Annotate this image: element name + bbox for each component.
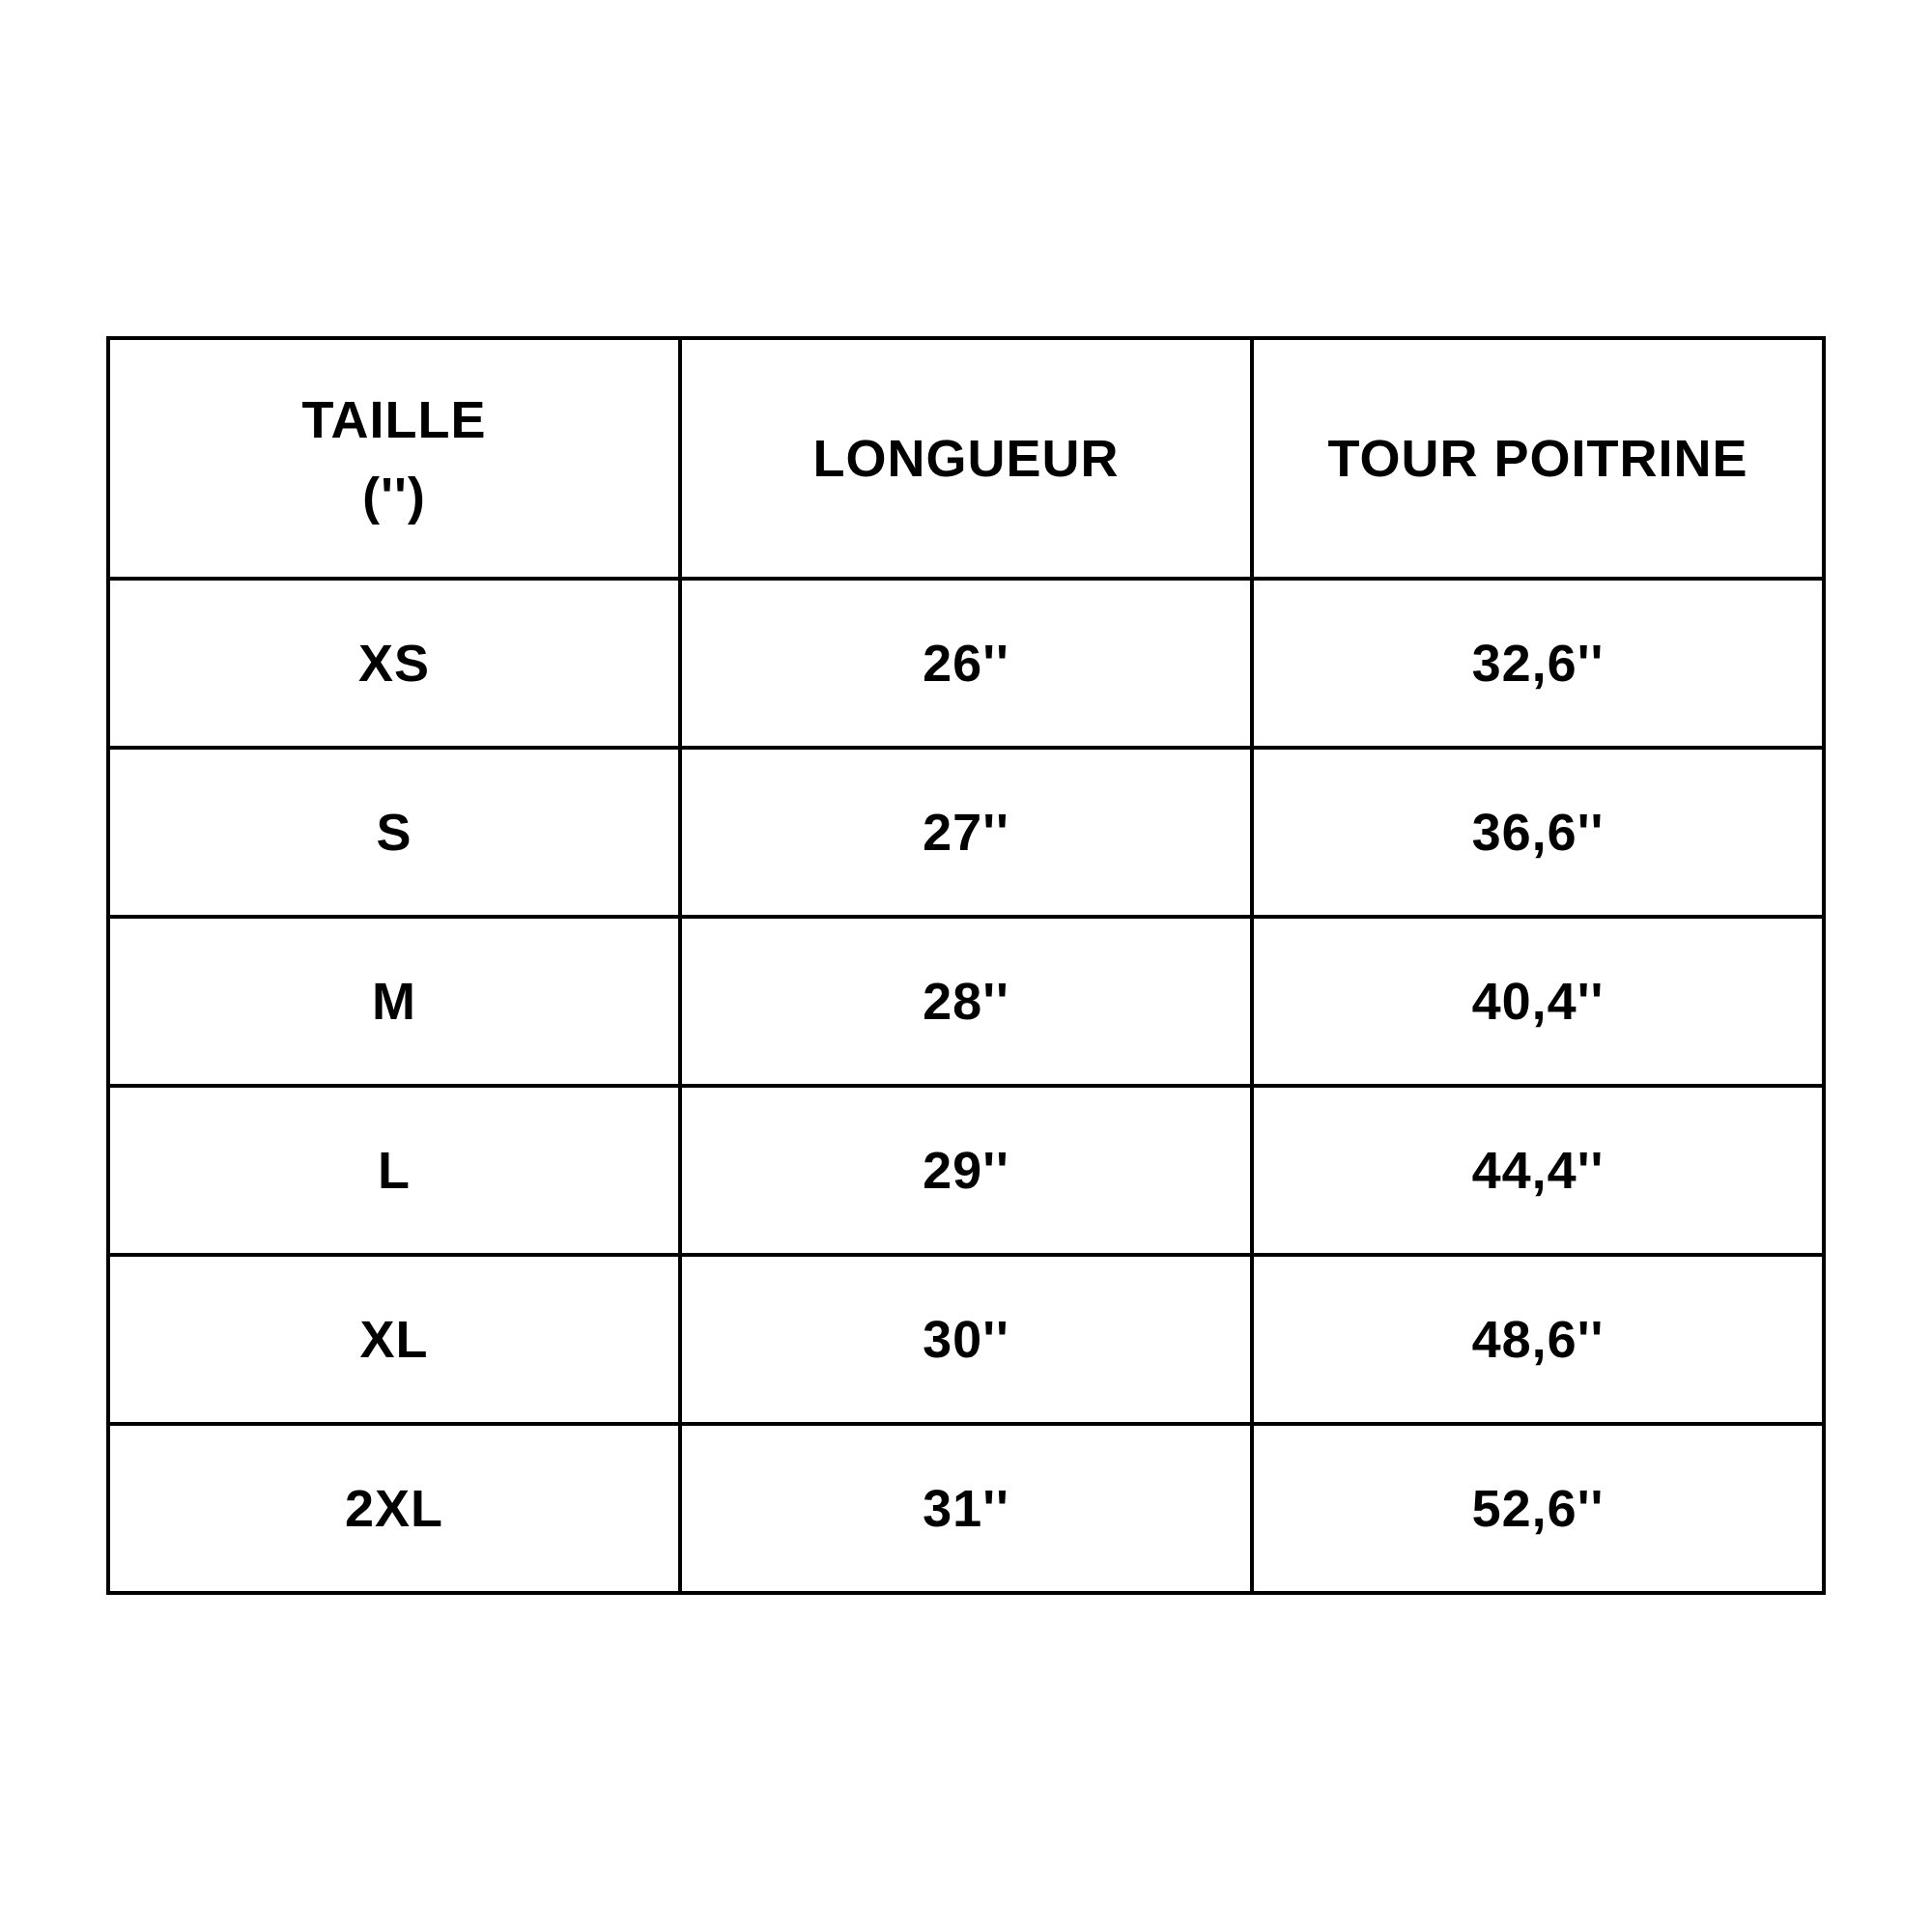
cell-chest: 44,4'' <box>1252 1086 1824 1255</box>
table-header-row <box>108 338 1824 579</box>
header-cell-longueur: LONGUEUR <box>680 338 1252 579</box>
cell-chest: 52,6'' <box>1252 1424 1824 1593</box>
table-row-2xl <box>108 1424 1824 1593</box>
cell-size: S <box>108 748 680 917</box>
cell-chest: 40,4'' <box>1252 917 1824 1086</box>
cell-size: L <box>108 1086 680 1255</box>
cell-length: 27'' <box>680 748 1252 917</box>
cell-size: M <box>108 917 680 1086</box>
cell-size: XS <box>108 579 680 748</box>
cell-chest: 32,6'' <box>1252 579 1824 748</box>
cell-chest: 48,6'' <box>1252 1255 1824 1424</box>
table-row-xs <box>108 579 1824 748</box>
cell-length: 29'' <box>680 1086 1252 1255</box>
cell-size: 2XL <box>108 1424 680 1593</box>
table-body <box>108 579 1824 1593</box>
header-cell-taille <box>108 338 680 579</box>
table-row-xl <box>108 1255 1824 1424</box>
header-cell-tour-poitrine: TOUR POITRINE <box>1252 338 1824 579</box>
cell-chest: 36,6'' <box>1252 748 1824 917</box>
size-chart-table <box>106 336 1826 1595</box>
table-row-m <box>108 917 1824 1086</box>
table-header <box>108 338 1824 579</box>
table-row-l <box>108 1086 1824 1255</box>
cell-length: 26'' <box>680 579 1252 748</box>
cell-length: 30'' <box>680 1255 1252 1424</box>
table-row-s <box>108 748 1824 917</box>
cell-length: 28'' <box>680 917 1252 1086</box>
header-taille-line2: ('') <box>362 467 426 526</box>
cell-size: XL <box>108 1255 680 1424</box>
cell-length: 31'' <box>680 1424 1252 1593</box>
header-taille-line1: TAILLE <box>301 391 487 450</box>
